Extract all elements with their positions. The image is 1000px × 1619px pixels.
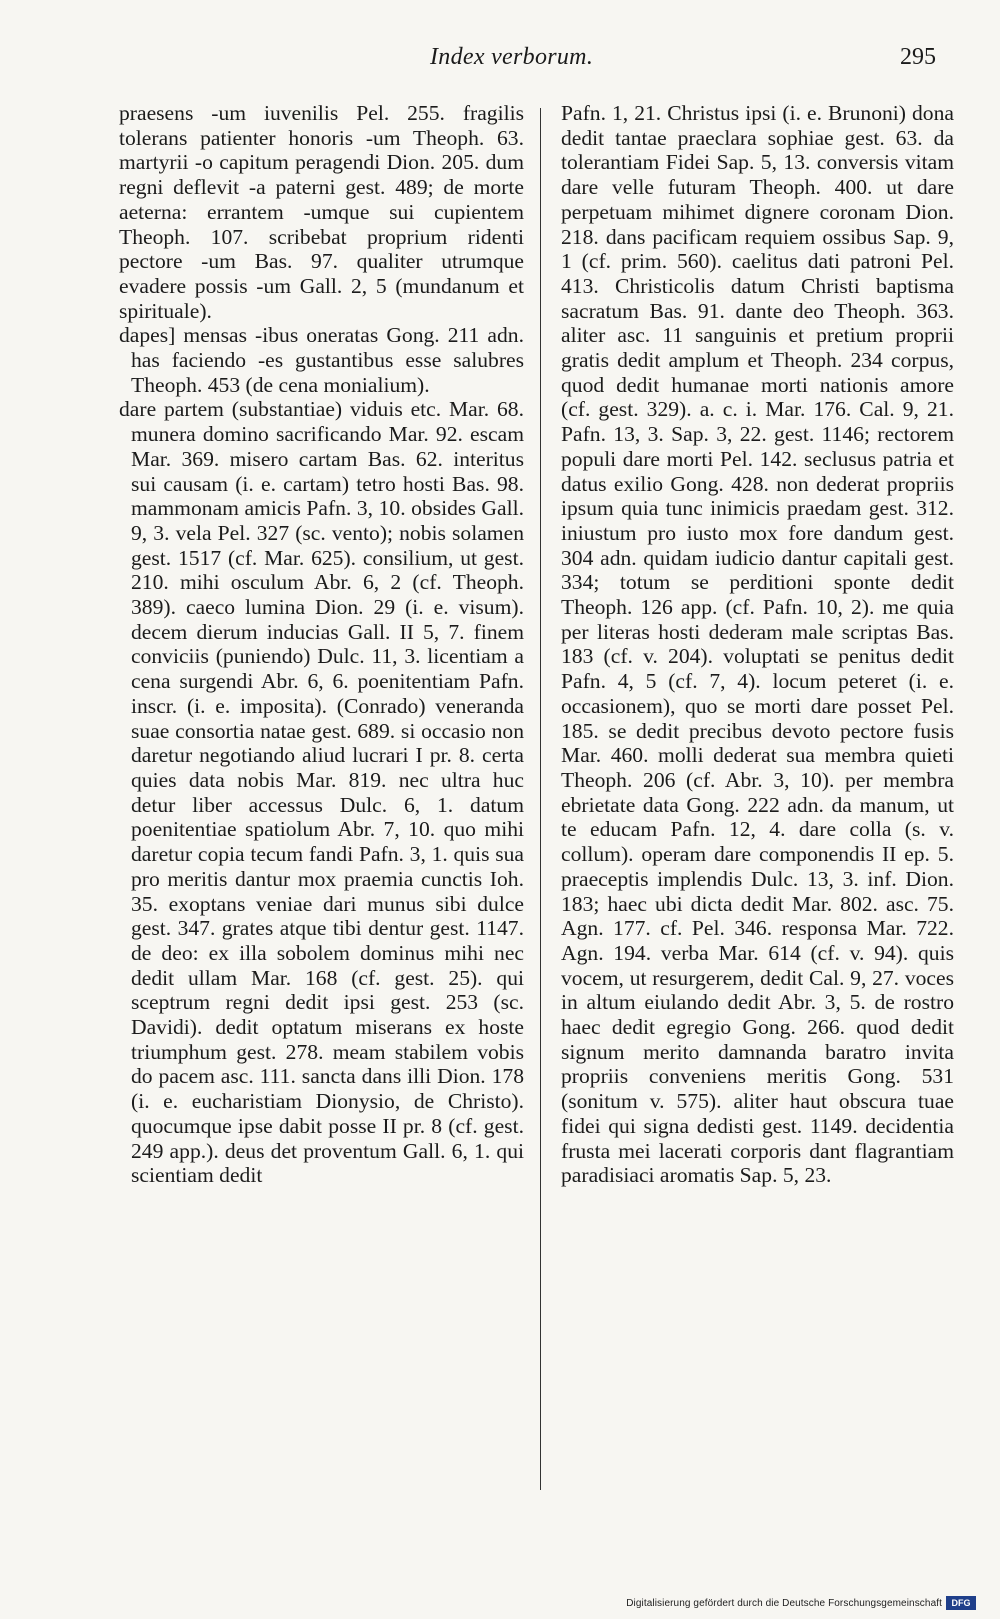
dfg-logo-icon: DFG	[946, 1596, 976, 1610]
entry-dare-continuation: Pafn. 1, 21. Christus ipsi (i. e. Brunoni) dona dedit tantae praeclara sophiae gest. 63. da tolerantiam Fidei Sap. 5, 13. conversis vitam dare velle futuram Theoph. 400. ut dare perpetuam mihimet dignere coronam Dion. 218. dans pacificam requiem ossibus Sap. 9, 1 (cf. prim. 560). caelitus dati patroni Pel. 413. Christicolis datum Christi baptisma sacratum Bas. 91. dante deo Theoph. 363. aliter asc. 11 sanguinis et pretium proprii gratis dedit amplum et Theoph. 234 corpus, quod dedit humanae morti nationis amore (cf. gest. 329). a. c. i. Mar. 176. Cal. 9, 21. Pafn. 13, 3. Sap. 3, 22. gest. 1146; rectorem populi dare morti Pel. 142. seclusus patria et datus exilio Gong. 428. non dederat propriis ipsum quia tunc inimicis praedam gest. 312. iniustum pro iusto mox fore dandum gest. 304 adn. quidam iudicio dantur capitali gest. 334; totum se perditioni sponte dedit Theoph. 126 app. (cf. Pafn. 10, 2). me quia per literas hosti dederam male scriptas Bas. 183 (cf. v. 204). voluptati se penitus dedit Pafn. 4, 5 (cf. 7, 4). locum peteret (i. e. occasionem), quo se morti dare posset Pel. 185. se dedit precibus devoto pectore fusis Mar. 460. molli dederat sua membra quieti Theoph. 206 (cf. Abr. 3, 10). per membra ebrietate data Gong. 222 adn. da manum, ut te educam Pafn. 12, 4. dare colla (s. v. collum). operam dare componendis II ep. 5. praeceptis implendis Dulc. 13, 3. inf. Dion. 183; haec ubi dicta dedit Mar. 802. asc. 75. Agn. 177. cf. Pel. 346. responsa Mar. 722. Agn. 194. verba Mar. 614 (cf. v. 94). quis vocem, ut resurgerem, dedit Cal. 9, 27. voces in altum eiulando dedit Abr. 3, 5. de rostro haec dedit egregio Gong. 266. quod dedit signum merito damnanda baratro invita propriis conveniens meritis Gong. 531 (sonitum v. 575). aliter haut obscura tuae fidei qui signa dedisti gest. 1149. decidentia frusta mei lacerati corporis dant flagrantiam paradisiaci aromatis Sap. 5, 23.	[561, 101, 954, 1188]
column-divider	[540, 108, 541, 1490]
running-title: Index verborum.	[430, 44, 594, 70]
page-header	[0, 0, 1000, 90]
digitization-credit: Digitalisierung gefördert durch die Deutsche Forschungsgemeinschaft	[626, 1598, 942, 1609]
entry-dare: dare partem (substantiae) viduis etc. Mar. 68. munera domino sacrificando Mar. 92. escam Mar. 369. misero cartam Bas. 62. interitus sui causam (i. e. cartam) tetro hosti Bas. 98. mammonam amicis Pafn. 3, 10. obsides Gall. 9, 3. vela Pel. 327 (sc. vento); nobis solamen gest. 1517 (cf. Mar. 625). consilium, ut gest. 210. mihi osculum Abr. 6, 2 (cf. Theoph. 389). caeco lumina Dion. 29 (i. e. visum). decem dierum inducias Gall. II 5, 7. finem conviciis (puniendo) Dulc. 11, 3. licentiam a cena surgendi Abr. 6, 6. poenitentiam Pafn. inscr. (i. e. imposita). (Conrado) veneranda suae consortia natae gest. 689. si occasio non daretur negotiando aliud lucrari I pr. 8. certa quies data nobis Mar. 819. nec ultra huc detur liber accessus Dulc. 6, 1. datum poenitentiae spatiolum Abr. 7, 10. quo mihi daretur copia tecum fandi Pafn. 3, 1. quis sua pro meritis dantur mox praemia cunctis Ioh. 35. exoptans veniae dari munus sibi dulce gest. 347. grates atque tibi dentur gest. 1147. de deo: ex illa sobolem dominus mihi nec dedit ullam Mar. 168 (cf. gest. 25). qui sceptrum regni dedit ipsi gest. 253 (sc. Davidi). dedit optatum miserans ex hoste triumphum gest. 278. meam stabilem vobis do pacem asc. 111. sancta dans illi Dion. 178 (i. e. eucharistiam Dionysio, de Christo). quocumque ipse dabit posse II pr. 8 (cf. gest. 249 app.). deus det proventum Gall. 6, 1. qui scientiam dedit	[119, 397, 524, 1188]
entry-praesens-continuation: praesens -um iuvenilis Pel. 255. fragilis tolerans patienter honoris -um Theoph. 63. martyrii -o capitum peragendi Dion. 205. dum regni deflevit -a paterni gest. 489; de morte aeterna: errantem -umque sui cupientem Theoph. 107. scribebat proprium ridenti pectore -um Bas. 97. qualiter utrumque evadere possis -um Gall. 2, 5 (mundanum et spirituale).	[119, 101, 524, 323]
right-column	[561, 101, 954, 1496]
page-number: 295	[900, 44, 936, 70]
left-column	[119, 101, 524, 1496]
entry-dapes: dapes] mensas -ibus oneratas Gong. 211 adn. has faciendo -es gustantibus esse salubres Theoph. 453 (de cena monialium).	[119, 323, 524, 397]
page-footer	[0, 1590, 1000, 1619]
